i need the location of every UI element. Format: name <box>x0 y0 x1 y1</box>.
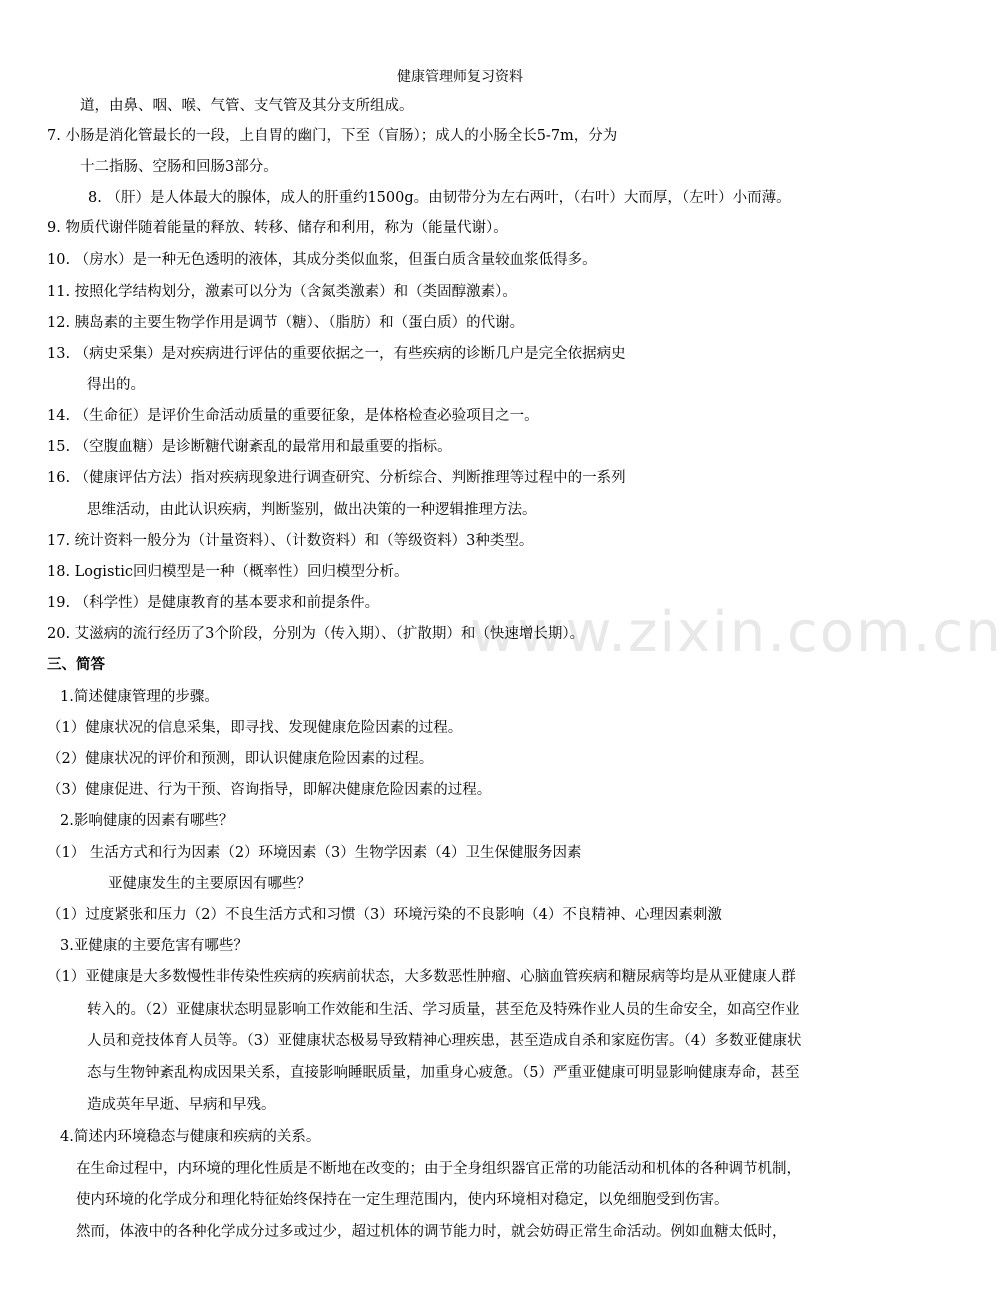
text-line: 19. （科学性）是健康教育的基本要求和前提条件。 <box>47 595 380 611</box>
text-line: 在生命过程中，内环境的理化性质是不断地在改变的；由于全身组织器官正常的功能活动和机体的各种调节机制， <box>76 1161 801 1177</box>
text-line: 14. （生命征）是评价生命活动质量的重要征象，是体格检查必验项目之一。 <box>47 408 539 424</box>
text-line: 13. （病史采集）是对疾病进行评估的重要依据之一，有些疾病的诊断几户是完全依据病史 <box>47 346 626 362</box>
text-line: 道，由鼻、咽、喉、气管、支气管及其分支所组成。 <box>80 98 414 114</box>
text-line: （1）过度紧张和压力（2）不良生活方式和习惯（3）环境污染的不良影响（4）不良精神、心理因素刺激 <box>47 907 722 923</box>
text-line: 16. （健康评估方法）指对疾病现象进行调查研究、分析综合、判断推理等过程中的一系列 <box>47 470 626 486</box>
text-line: 态与生物钟紊乱构成因果关系，直接影响睡眠质量，加重身心疲惫。（5）严重亚健康可明显影响健康寿命，甚至 <box>87 1065 800 1081</box>
text-line: 18. Logistic回归模型是一种（概率性）回归模型分析。 <box>47 564 409 580</box>
text-line: （1）亚健康是大多数慢性非传染性疾病的疾病前状态，大多数恶性肿瘤、心脑血管疾病和糖尿病等均是从亚健康人群 <box>47 969 796 985</box>
text-line: 12. 胰岛素的主要生物学作用是调节（糖）、（脂肪）和（蛋白质）的代谢。 <box>47 315 525 331</box>
text-line: 然而，体液中的各种化学成分过多或过少，超过机体的调节能力时，就会妨碍正常生命活动。例如血糖太低时， <box>76 1224 787 1240</box>
text-line: 10. （房水）是一种无色透明的液体，其成分类似血浆，但蛋白质含量较血浆低得多。 <box>47 252 597 268</box>
question-title: 4.简述内环境稳态与健康和疾病的关系。 <box>60 1129 321 1145</box>
text-line: 得出的。 <box>87 377 145 393</box>
text-line: 9. 物质代谢伴随着能量的释放、转移、储存和利用，称为（能量代谢）。 <box>47 220 508 236</box>
text-line: 人员和竞技体育人员等。（3）亚健康状态极易导致精神心理疾患，甚至造成自杀和家庭伤害。（4）多数亚健康状 <box>87 1033 802 1049</box>
text-line: （1）健康状况的信息采集，即寻找、发现健康危险因素的过程。 <box>47 720 463 736</box>
text-line: 11. 按照化学结构划分，激素可以分为（含氮类激素）和（类固醇激素）。 <box>47 284 517 300</box>
text-line: （2）健康状况的评价和预测，即认识健康危险因素的过程。 <box>47 751 434 767</box>
text-line: 15. （空腹血糖）是诊断糖代谢紊乱的最常用和最重要的指标。 <box>47 439 452 455</box>
question-title: 2.影响健康的因素有哪些？ <box>60 813 234 829</box>
text-line: 使内环境的化学成分和理化特征始终保持在一定生理范围内，使内环境相对稳定，以免细胞受到伤害。 <box>76 1192 729 1208</box>
text-line: 8. （肝）是人体最大的腺体，成人的肝重约1500g。由韧带分为左右两叶，（右叶）大而厚，（左叶）小而薄。 <box>88 190 791 206</box>
text-line: 造成英年早逝、早病和早残。 <box>87 1097 276 1113</box>
text-line: 20. 艾滋病的流行经历了3个阶段，分别为（传入期）、（扩散期）和（快速增长期）。 <box>47 626 585 642</box>
question-title: 亚健康发生的主要原因有哪些？ <box>108 876 311 892</box>
text-line: （3）健康促进、行为干预、咨询指导，即解决健康危险因素的过程。 <box>47 782 492 798</box>
text-line: （1） 生活方式和行为因素（2）环境因素（3）生物学因素（4）卫生保健服务因素 <box>47 845 582 861</box>
question-title: 1.简述健康管理的步骤。 <box>60 689 219 705</box>
text-line: 17. 统计资料一般分为（计量资料）、（计数资料）和（等级资料）3种类型。 <box>47 533 534 549</box>
section-heading: 三、简答 <box>47 656 105 673</box>
text-line: 7. 小肠是消化管最长的一段，上自胃的幽门，下至（盲肠）；成人的小肠全长5-7m，分为 <box>47 128 618 144</box>
page-header: 健康管理师复习资料 <box>397 69 523 85</box>
watermark: www.zixin.com.cn <box>470 600 1003 665</box>
text-line: 思维活动，由此认识疾病，判断鉴别，做出决策的一种逻辑推理方法。 <box>87 502 537 518</box>
text-line: 转入的。（2）亚健康状态明显影响工作效能和生活、学习质量，甚至危及特殊作业人员的生命安全，如高空作业 <box>87 1002 800 1018</box>
text-line: 十二指肠、空肠和回肠3部分。 <box>80 159 278 175</box>
question-title: 3.亚健康的主要危害有哪些？ <box>60 938 248 954</box>
